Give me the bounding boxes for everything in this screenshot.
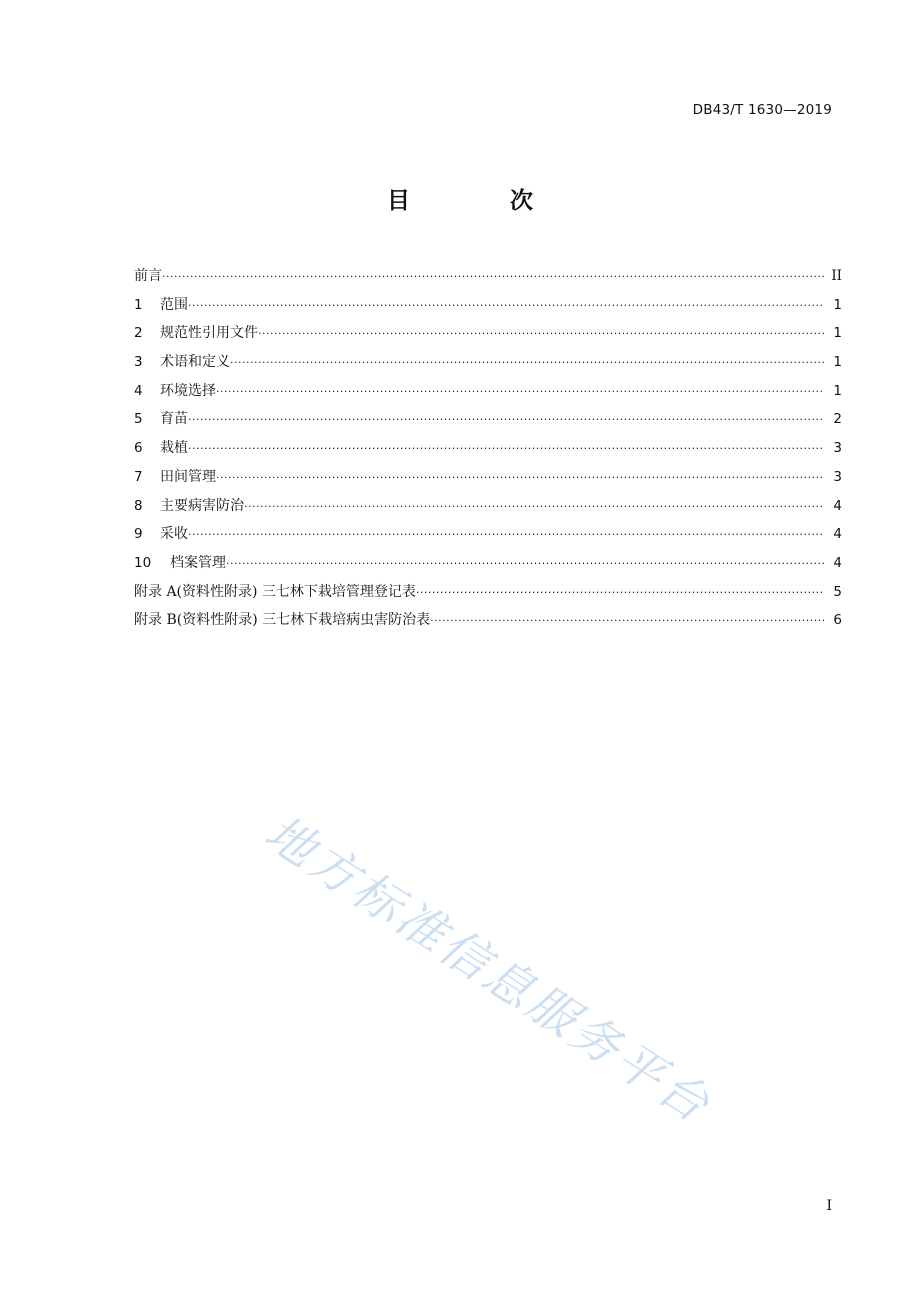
toc-entry-4[interactable] — [134, 377, 842, 406]
toc-entry-foreword[interactable] — [134, 262, 842, 291]
toc-entry-number: 4 — [134, 382, 143, 399]
toc-entry-label: 附录 A(资料性附录) 三七林下栽培管理登记表 — [134, 583, 416, 600]
toc-entry-page: 4 — [833, 497, 842, 514]
toc-entry-8[interactable] — [134, 492, 842, 521]
toc-title: 目 次 — [386, 188, 579, 214]
toc-entry-page: 1 — [833, 296, 842, 313]
toc-entry-page: 3 — [833, 468, 842, 485]
toc-entry-page: 2 — [833, 411, 842, 428]
toc-entry-10[interactable] — [134, 549, 842, 578]
toc-entry-label: 育苗 — [160, 411, 188, 428]
toc-entry-appendix-a[interactable] — [134, 578, 842, 607]
toc-entry-appendix-b[interactable] — [134, 606, 842, 635]
toc-leader-dots — [416, 579, 824, 608]
toc-entry-number: 1 — [134, 296, 143, 313]
toc-entry-number: 10 — [134, 554, 152, 571]
toc-leader-dots — [230, 349, 824, 378]
toc-entry-page: 3 — [833, 440, 842, 457]
toc-entry-label: 术语和定义 — [160, 354, 230, 371]
toc-entry-6[interactable] — [134, 434, 842, 463]
toc-entry-label: 栽植 — [160, 440, 188, 457]
toc-entry-label: 前言 — [134, 268, 162, 284]
toc-entry-number: 9 — [134, 526, 143, 543]
toc-entry-1[interactable] — [134, 291, 842, 320]
toc-leader-dots — [188, 406, 824, 435]
toc-entry-3[interactable] — [134, 348, 842, 377]
toc-entry-number: 7 — [134, 468, 143, 485]
toc-entry-label: 规范性引用文件 — [160, 325, 258, 342]
toc-leader-dots — [244, 493, 824, 522]
toc-entry-number: 3 — [134, 354, 143, 371]
toc-leader-dots — [226, 550, 824, 579]
toc-entry-page: 5 — [833, 583, 842, 600]
toc-leader-dots — [162, 263, 824, 292]
toc-entry-number: 2 — [134, 325, 143, 342]
toc-entry-page: 1 — [833, 325, 842, 342]
toc-leader-dots — [216, 464, 824, 493]
toc-entry-label: 范围 — [160, 296, 188, 313]
document-code: DB43/T 1630—2019 — [692, 102, 832, 118]
toc-entry-page: 1 — [833, 382, 842, 399]
toc-entry-page: 6 — [833, 612, 842, 629]
toc-entry-page: 4 — [833, 554, 842, 571]
toc-leader-dots — [188, 292, 824, 321]
toc-leader-dots — [258, 320, 824, 349]
toc-entry-label: 田间管理 — [160, 468, 216, 485]
toc-entry-page: 1 — [833, 354, 842, 371]
toc-entry-5[interactable] — [134, 405, 842, 434]
toc-leader-dots — [188, 435, 824, 464]
toc-entry-label: 附录 B(资料性附录) 三七林下栽培病虫害防治表 — [134, 612, 431, 629]
toc-leader-dots — [216, 378, 824, 407]
watermark: 地方标准信息服务平台 — [254, 804, 722, 1135]
toc-entry-label: 档案管理 — [170, 554, 226, 571]
toc-leader-dots — [430, 607, 824, 636]
toc-entry-label: 采收 — [160, 526, 188, 543]
table-of-contents — [134, 262, 842, 635]
page-number: I — [826, 1198, 832, 1214]
toc-entry-page: II — [831, 268, 842, 284]
toc-entry-number: 5 — [134, 411, 143, 428]
toc-leader-dots — [188, 521, 824, 550]
toc-entry-label: 主要病害防治 — [160, 497, 244, 514]
toc-entry-page: 4 — [833, 526, 842, 543]
toc-entry-number: 8 — [134, 497, 143, 514]
toc-entry-7[interactable] — [134, 463, 842, 492]
toc-entry-2[interactable] — [134, 319, 842, 348]
toc-entry-9[interactable] — [134, 520, 842, 549]
toc-entry-number: 6 — [134, 440, 143, 457]
toc-entry-label: 环境选择 — [160, 382, 216, 399]
